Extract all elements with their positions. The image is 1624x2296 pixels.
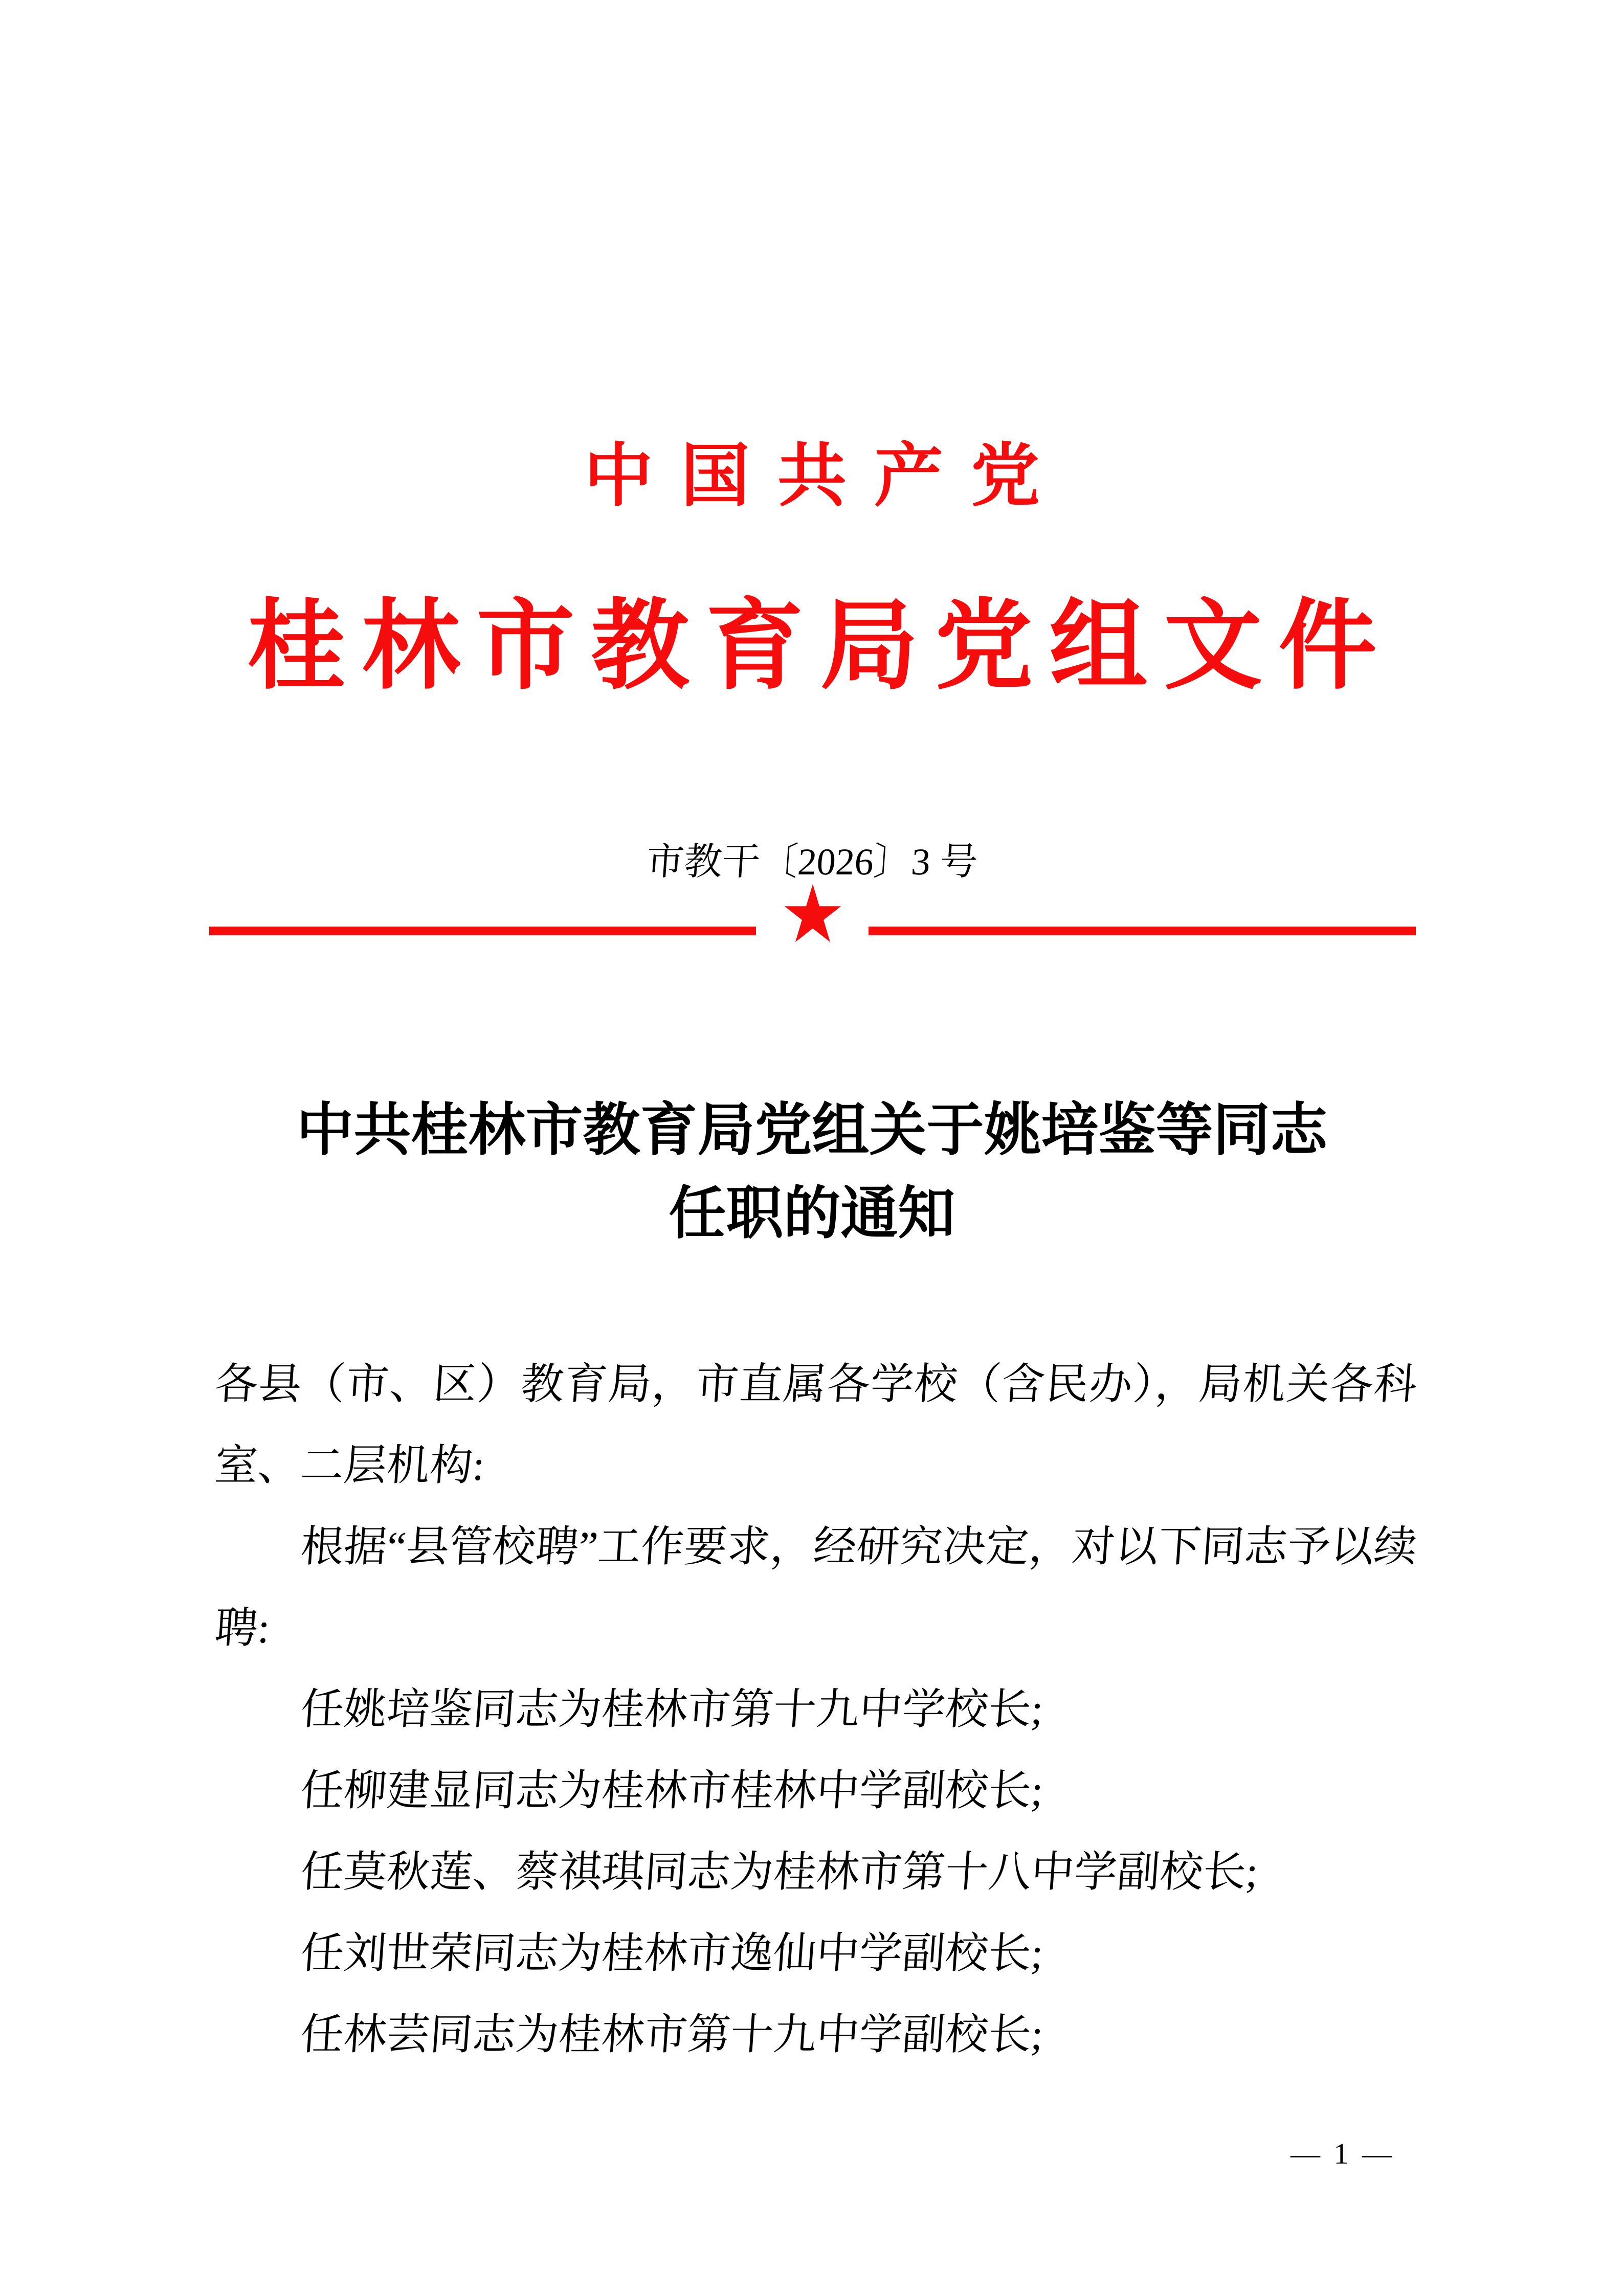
red-star-icon — [783, 884, 842, 942]
page-number: — 1 — — [1291, 2137, 1395, 2170]
document-title — [0, 1089, 1624, 1256]
document-number: 市教干〔2026〕3 号 — [644, 841, 980, 883]
body-line: 任刘世荣同志为桂林市逸仙中学副校长; — [299, 1930, 1045, 1977]
letterhead-org-line: 桂林市教育局党组文件 — [247, 592, 1393, 701]
body-line: 各县（市、区）教育局，市直属各学校（含民办），局机关各科 — [213, 1361, 1419, 1408]
body-line: 室、二层机构: — [213, 1442, 486, 1490]
body-line: 任姚培鉴同志为桂林市第十九中学校长; — [299, 1686, 1045, 1734]
document-title-line1: 中共桂林市教育局党组关于姚培鉴等同志 — [296, 1099, 1328, 1162]
body-line: 任柳建显同志为桂林市桂林中学副校长; — [299, 1767, 1045, 1815]
body-text — [215, 1344, 1417, 2076]
letterhead-party-line: 中国共产党 — [584, 439, 1067, 515]
document-title-line2: 任职的通知 — [669, 1182, 955, 1246]
body-line: 任林芸同志为桂林市第十九中学副校长; — [299, 2011, 1045, 2059]
red-rule-right-segment — [869, 927, 1416, 935]
red-rule-left-segment — [209, 927, 756, 935]
body-line: 任莫秋莲、蔡祺琪同志为桂林市第十八中学副校长; — [299, 1849, 1260, 1896]
body-line: 聘: — [213, 1605, 272, 1652]
body-line: 根据“县管校聘”工作要求，经研究决定，对以下同志予以续 — [299, 1523, 1419, 1571]
